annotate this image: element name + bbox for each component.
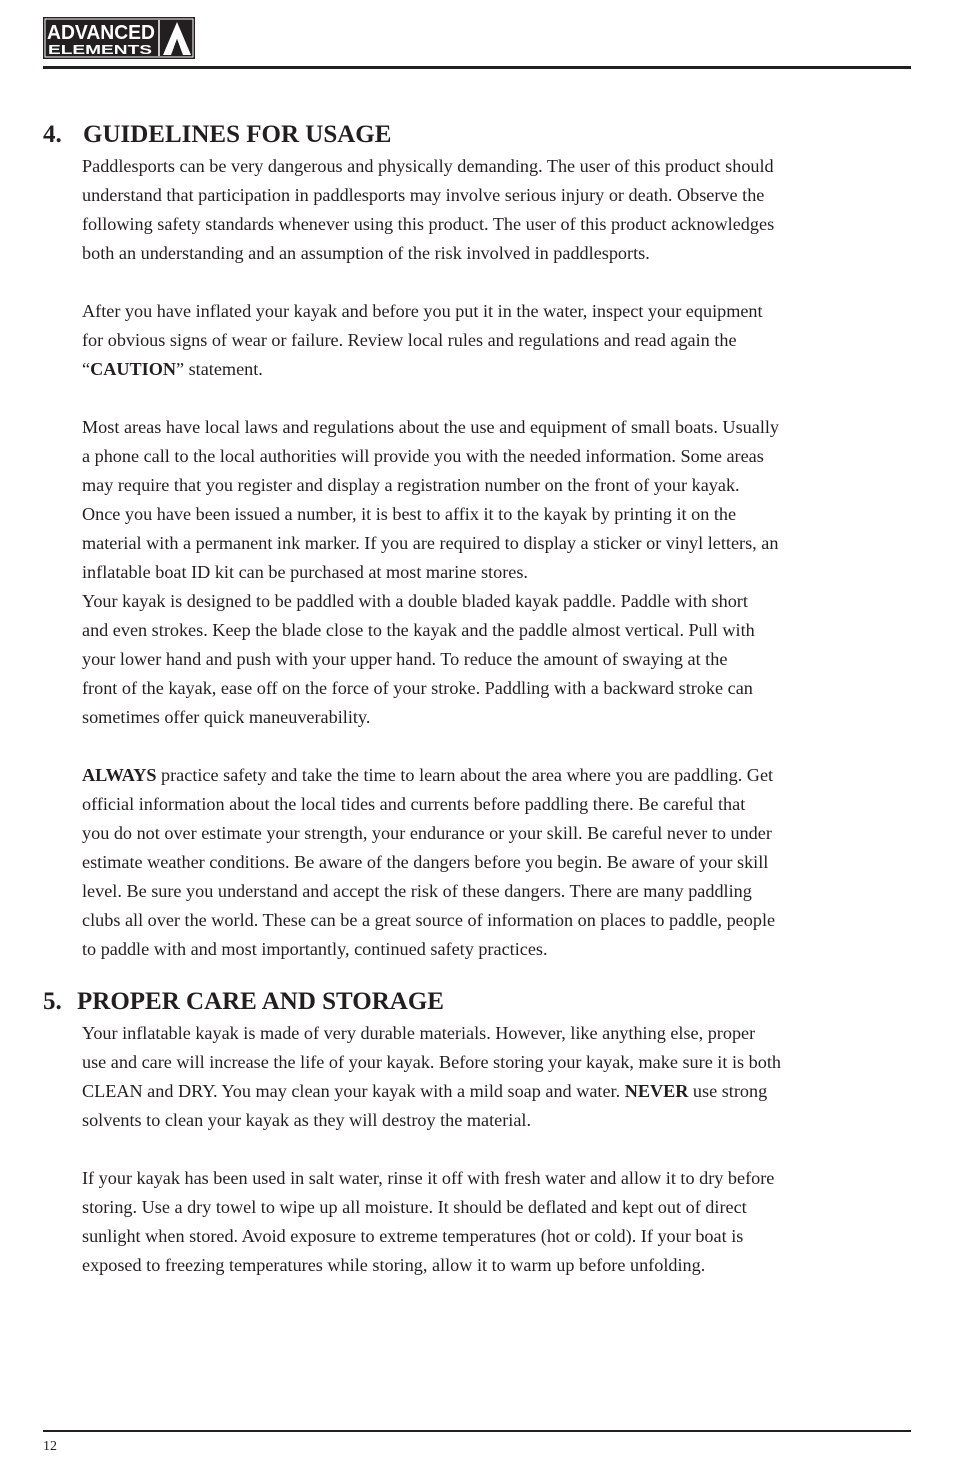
text-line: your lower hand and push with your upper hand. To reduce the amount of swaying at the [82, 649, 728, 669]
text-line: use and care will increase the life of your kayak. Before storing your kayak, make sure it is both [82, 1052, 781, 1072]
text-line: storing. Use a dry towel to wipe up all moisture. It should be deflated and kept out of direct [82, 1197, 747, 1217]
text-line: Most areas have local laws and regulations about the use and equipment of small boats. Usually [82, 417, 780, 437]
text-line: estimate weather conditions. Be aware of the dangers before you begin. Be aware of your skill [82, 852, 769, 872]
text-line: clubs all over the world. These can be a great source of information on places to paddle, people [82, 910, 776, 930]
text-line: exposed to freezing temperatures while storing, allow it to warm up before unfolding. [82, 1255, 706, 1275]
text-line: solvents to clean your kayak as they will destroy the material. [82, 1110, 532, 1130]
caution-emphasis: CAUTION [90, 359, 176, 379]
text-line: Your kayak is designed to be paddled with a double bladed kayak paddle. Paddle with short [82, 591, 748, 611]
text-line: Paddlesports can be very dangerous and physically demanding. The user of this product should [82, 156, 774, 176]
text-line: level. Be sure you understand and accept the risk of these dangers. There are many paddling [82, 881, 752, 901]
paragraph-risk [82, 152, 912, 268]
text-line: you do not over estimate your strength, your endurance or your skill. Be careful never to under [82, 823, 772, 843]
text-line: following safety standards whenever using this product. The user of this product acknowledges [82, 214, 775, 234]
paragraph-materials [82, 1019, 912, 1135]
header-rule [43, 66, 911, 69]
text-line: sunlight when stored. Avoid exposure to extreme temperatures (hot or cold). If your boat is [82, 1226, 744, 1246]
text-line: and even strokes. Keep the blade close to the kayak and the paddle almost vertical. Pull with [82, 620, 755, 640]
advanced-elements-logo [43, 17, 195, 59]
paragraph-inspect [82, 297, 912, 384]
text-line: ALWAYS practice safety and take the time to learn about the area where you are paddling. Get [82, 765, 774, 785]
page-number: 12 [43, 1439, 57, 1454]
text-line: understand that participation in paddlesports may involve serious injury or death. Observe the [82, 185, 765, 205]
text-line: may require that you register and display a registration number on the front of your kayak. [82, 475, 740, 495]
never-emphasis: NEVER [624, 1081, 689, 1101]
section-5-title: PROPER CARE AND STORAGE [77, 988, 444, 1015]
logo-text-advanced: ADVANCED [47, 22, 155, 44]
text-line: Your inflatable kayak is made of very durable materials. However, like anything else, proper [82, 1023, 756, 1043]
paragraph-always-safety [82, 761, 912, 964]
text-line: “CAUTION” statement. [82, 359, 263, 379]
footer-rule [43, 1430, 911, 1432]
text-line: front of the kayak, ease off on the force of your stroke. Paddling with a backward stroke can [82, 678, 753, 698]
text-line: sometimes offer quick maneuverability. [82, 707, 371, 727]
text-line: both an understanding and an assumption of the risk involved in paddlesports. [82, 243, 650, 263]
logo-text-elements: ELEMENTS [48, 42, 153, 57]
section-5-body [82, 1019, 912, 1280]
text-line: material with a permanent ink marker. If you are required to display a sticker or vinyl letters, an [82, 533, 779, 553]
always-emphasis: ALWAYS [82, 765, 157, 785]
section-4-number: 4. [43, 121, 62, 148]
text-line: to paddle with and most importantly, continued safety practices. [82, 939, 548, 959]
text-line: CLEAN and DRY. You may clean your kayak with a mild soap and water. NEVER use strong [82, 1081, 768, 1101]
text-line: Once you have been issued a number, it is best to affix it to the kayak by printing it on the [82, 504, 737, 524]
text-line: inflatable boat ID kit can be purchased at most marine stores. [82, 562, 528, 582]
section-4-title: GUIDELINES FOR USAGE [83, 121, 392, 148]
text-line: If your kayak has been used in salt water, rinse it off with fresh water and allow it to dry before [82, 1168, 775, 1188]
paragraph-salt-water [82, 1164, 912, 1280]
section-5-number: 5. [43, 988, 62, 1015]
text-line: for obvious signs of wear or failure. Review local rules and regulations and read again the [82, 330, 737, 350]
section-5-heading [43, 987, 444, 1017]
paragraph-regulations [82, 413, 912, 732]
text-line: After you have inflated your kayak and before you put it in the water, inspect your equipment [82, 301, 763, 321]
section-4-heading [43, 120, 391, 150]
text-line: official information about the local tides and currents before paddling there. Be careful that [82, 794, 746, 814]
text-line: a phone call to the local authorities will provide you with the needed information. Some areas [82, 446, 764, 466]
section-4-body [82, 152, 912, 964]
